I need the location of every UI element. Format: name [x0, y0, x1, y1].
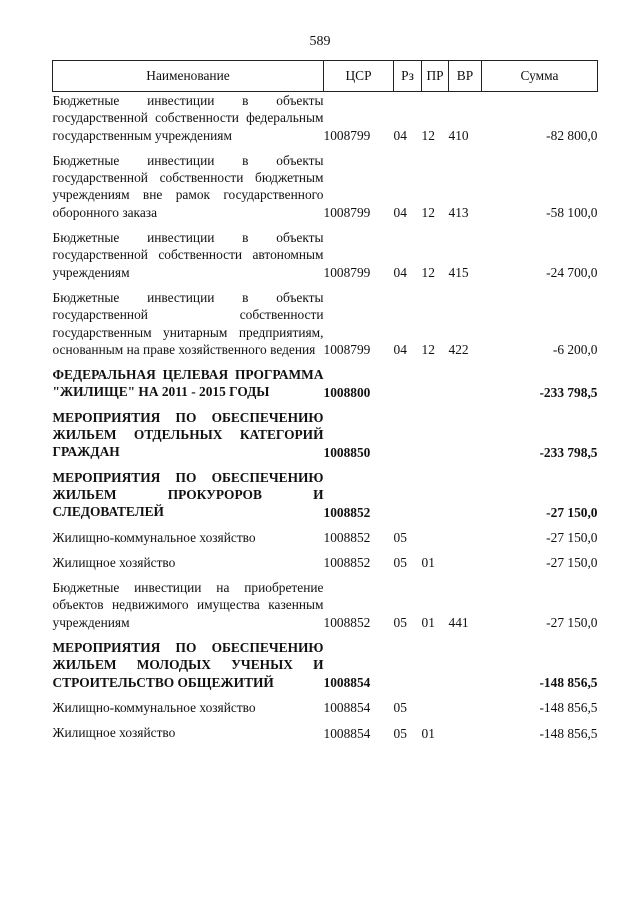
row-sum: -233 798,5	[539, 384, 598, 400]
row-sum: -82 800,0	[546, 127, 598, 143]
row-rz: 05	[393, 529, 407, 545]
row-pr: 12	[421, 342, 435, 358]
row-vr: 413	[448, 205, 469, 221]
table-row	[53, 724, 598, 741]
row-pr: 12	[421, 127, 435, 143]
header-rz: Рз	[394, 61, 422, 92]
table-row	[53, 229, 598, 281]
table-header	[53, 61, 598, 92]
row-name: Жилищно-коммунальное хозяйство	[52, 529, 256, 545]
row-spacer-cell	[53, 221, 598, 229]
row-spacer-cell	[53, 144, 598, 152]
page-number: 589	[309, 34, 331, 49]
row-sum: -27 150,0	[546, 529, 598, 545]
row-vr	[449, 554, 482, 571]
table-row	[53, 554, 598, 571]
row-pr: 01	[421, 615, 435, 631]
row-name: Бюджетные инвестиции на приобретение объектов недвижимого имущества казенным учреждениям	[52, 580, 324, 630]
row-pr	[422, 469, 449, 521]
row-pr: 01	[421, 725, 435, 741]
row-spacer	[53, 521, 598, 529]
row-name: Жилищное хозяйство	[52, 554, 176, 570]
header-name: Наименование	[53, 61, 324, 92]
row-pr	[422, 529, 449, 546]
row-rz	[394, 469, 422, 521]
row-name: Жилищное хозяйство	[52, 725, 176, 741]
row-vr: 422	[448, 342, 469, 358]
row-sum: -58 100,0	[546, 205, 598, 221]
table-row	[53, 366, 598, 401]
row-csr: 1008799	[323, 342, 371, 358]
header-sum: Сумма	[482, 61, 598, 92]
row-csr: 1008800	[323, 384, 371, 400]
row-spacer-cell	[53, 401, 598, 409]
row-name: Бюджетные инвестиции в объекты государственной собственности бюджетным учреждениям вне рамок государственного оборонного заказа	[52, 152, 324, 220]
row-sum: -27 150,0	[546, 504, 598, 520]
row-name: Бюджетные инвестиции в объекты государственной собственности федеральным государственным учреждениям	[52, 93, 324, 143]
row-sum: -24 700,0	[546, 264, 598, 280]
row-spacer	[53, 546, 598, 554]
row-name: Жилищно-коммунальное хозяйство	[52, 699, 256, 715]
row-rz	[394, 639, 422, 691]
header-pr: ПР	[422, 61, 449, 92]
table-row	[53, 152, 598, 221]
row-csr: 1008854	[323, 674, 371, 690]
row-name: МЕРОПРИЯТИЯ ПО ОБЕСПЕЧЕНИЮ ЖИЛЬЕМ ПРОКУРОРОВ И СЛЕДОВАТЕЛЕЙ	[52, 469, 324, 520]
row-name: МЕРОПРИЯТИЯ ПО ОБЕСПЕЧЕНИЮ ЖИЛЬЕМ МОЛОДЫХ УЧЕНЫХ И СТРОИТЕЛЬСТВО ОБЩЕЖИТИЙ	[52, 640, 324, 690]
row-name: Бюджетные инвестиции в объекты государственной собственности автономным учреждениям	[52, 230, 324, 280]
row-spacer	[53, 358, 598, 366]
row-csr: 1008850	[323, 444, 371, 460]
row-vr: 410	[448, 127, 469, 143]
row-pr	[422, 639, 449, 691]
table-row	[53, 409, 598, 461]
row-spacer	[53, 571, 598, 579]
row-csr: 1008799	[323, 264, 371, 280]
row-sum: -148 856,5	[539, 674, 598, 690]
row-vr	[449, 639, 482, 691]
row-vr	[449, 469, 482, 521]
row-sum: -27 150,0	[546, 615, 598, 631]
row-rz	[394, 366, 422, 401]
row-rz: 04	[393, 127, 407, 143]
row-csr: 1008799	[323, 127, 371, 143]
row-pr: 12	[421, 205, 435, 221]
table-row	[53, 699, 598, 716]
row-vr	[449, 366, 482, 401]
row-rz: 05	[393, 555, 407, 571]
row-spacer	[53, 631, 598, 639]
row-sum: -233 798,5	[539, 444, 598, 460]
row-name: МЕРОПРИЯТИЯ ПО ОБЕСПЕЧЕНИЮ ЖИЛЬЕМ ОТДЕЛЬНЫХ КАТЕГОРИЙ ГРАЖДАН	[52, 409, 324, 460]
row-name: ФЕДЕРАЛЬНАЯ ЦЕЛЕВАЯ ПРОГРАММА "ЖИЛИЩЕ" НА 2011 - 2015 ГОДЫ	[52, 367, 324, 400]
row-sum: -148 856,5	[539, 725, 598, 741]
row-rz: 04	[393, 264, 407, 280]
row-spacer-cell	[53, 546, 598, 554]
table-row	[53, 289, 598, 358]
row-csr: 1008852	[323, 615, 371, 631]
row-spacer	[53, 221, 598, 229]
row-vr	[449, 409, 482, 461]
row-rz: 05	[393, 725, 407, 741]
row-csr: 1008852	[323, 555, 371, 571]
budget-table	[52, 60, 598, 742]
row-spacer-cell	[53, 571, 598, 579]
row-pr	[422, 699, 449, 716]
row-spacer-cell	[53, 461, 598, 469]
header-csr: ЦСР	[324, 61, 394, 92]
row-spacer	[53, 461, 598, 469]
row-spacer	[53, 691, 598, 699]
table-row	[53, 92, 598, 144]
row-spacer-cell	[53, 716, 598, 724]
row-rz	[394, 409, 422, 461]
row-sum: -6 200,0	[552, 342, 598, 358]
table-row	[53, 469, 598, 521]
row-name: Бюджетные инвестиции в объекты государственной собственности государственным унитарным предприятиям, основанным на праве хозяйственного ведения	[52, 289, 324, 357]
row-csr: 1008852	[323, 529, 371, 545]
row-pr	[422, 366, 449, 401]
row-spacer	[53, 716, 598, 724]
row-pr: 12	[421, 264, 435, 280]
header-vr: ВР	[449, 61, 482, 92]
row-vr: 441	[448, 615, 469, 631]
table-row	[53, 639, 598, 691]
row-spacer-cell	[53, 281, 598, 289]
row-rz: 04	[393, 205, 407, 221]
row-pr	[422, 409, 449, 461]
row-vr	[449, 724, 482, 741]
row-spacer-cell	[53, 691, 598, 699]
row-vr: 415	[448, 264, 469, 280]
row-spacer	[53, 144, 598, 152]
row-csr: 1008854	[323, 700, 371, 716]
row-csr: 1008852	[323, 504, 371, 520]
row-spacer	[53, 281, 598, 289]
row-spacer-cell	[53, 521, 598, 529]
row-spacer-cell	[53, 631, 598, 639]
row-spacer-cell	[53, 358, 598, 366]
row-rz: 05	[393, 615, 407, 631]
row-sum: -27 150,0	[546, 555, 598, 571]
row-vr	[449, 529, 482, 546]
row-sum: -148 856,5	[539, 700, 598, 716]
row-rz: 04	[393, 342, 407, 358]
row-csr: 1008799	[323, 205, 371, 221]
row-rz: 05	[393, 700, 407, 716]
row-spacer	[53, 401, 598, 409]
row-pr: 01	[421, 555, 435, 571]
row-csr: 1008854	[323, 725, 371, 741]
table-row	[53, 579, 598, 631]
row-vr	[449, 699, 482, 716]
table-row	[53, 529, 598, 546]
table-body	[53, 92, 598, 742]
